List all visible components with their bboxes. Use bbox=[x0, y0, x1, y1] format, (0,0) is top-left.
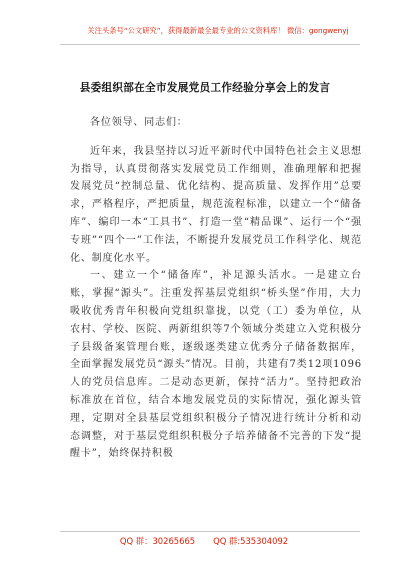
paragraph-section-one: 一、建立一个“储备库”，补足源头活水。一是建立台账，掌握“源头”。注重发挥基层党组织“桥头堡”作用，大力吸收优秀青年积极向党组织靠拢，以党（工）委为单位，从农村、学校、医院、两新组织等7个领域分类建立入党积极分子县级备案管理台账，逐级逐类建立优秀分子储备数据库，全面掌握发展党员“源头”情况。目前，共建有7类12项1096人的党员信息库。二是动态更新，保持“活力”。坚持把政治标准放在首位，结合本地发展党员的实际情况，强化源头管理，定期对全县基层党组织积极分子情况进行统计分析和动态调整，对于基层党组织积极分子培养储备不完善的下发“提醒卡”，始终保持积极 bbox=[70, 270, 362, 460]
document-title: 县委组织部在全市发展党员工作经验分享会上的发言 bbox=[79, 82, 331, 94]
document-body bbox=[70, 114, 362, 463]
paragraph-intro: 近年来，我县坚持以习近平新时代中国特色社会主义思想为指导，认真贯彻落实发展党员工作细则，准确理解和把握发展党员“控制总量、优化结构、提高质量、发挥作用”总要求，严格程序，严把质量，规范流程标准，以建立一个“储备库”、编印一本“工具书”、打造一堂“精品课”、运行一个“强专班”“四个一”工作法，不断提升发展党员工作科学化、规范化、制度化水平。 bbox=[70, 145, 362, 264]
footer-qq-group-left: QQ 群：30265665 bbox=[119, 536, 196, 546]
salutation: 各位领导、同志们： bbox=[90, 117, 188, 128]
header-divider bbox=[60, 44, 360, 45]
header-banner: 关注头条号“公文研究”，获得最新最全最专业的公文资料库！ 微信：gongwenyj bbox=[87, 26, 349, 35]
footer-qq-group-right: QQ 群:535304092 bbox=[213, 536, 289, 546]
footer-divider bbox=[60, 531, 360, 532]
footer bbox=[0, 535, 408, 551]
